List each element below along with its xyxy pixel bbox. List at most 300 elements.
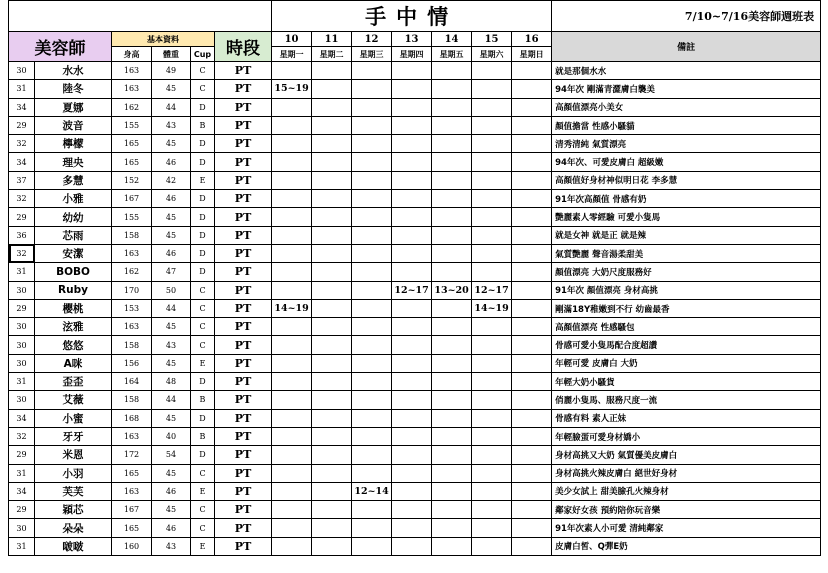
height-cell[interactable]: 164 bbox=[112, 373, 152, 391]
day-cell[interactable] bbox=[312, 537, 352, 555]
age-cell[interactable]: 34 bbox=[9, 98, 35, 116]
day-cell[interactable] bbox=[432, 171, 472, 189]
weight-cell[interactable]: 45 bbox=[152, 208, 191, 226]
day-cell[interactable] bbox=[432, 501, 472, 519]
note-cell[interactable]: 91年次高顏值 骨感有奶 bbox=[552, 190, 821, 208]
height-cell[interactable]: 163 bbox=[112, 482, 152, 500]
weight-cell[interactable]: 45 bbox=[152, 354, 191, 372]
time-slot-cell[interactable]: PT bbox=[215, 427, 272, 445]
day-cell[interactable] bbox=[392, 464, 432, 482]
weight-cell[interactable]: 46 bbox=[152, 153, 191, 171]
day-cell[interactable]: 13~20 bbox=[432, 281, 472, 299]
time-slot-cell[interactable]: PT bbox=[215, 135, 272, 153]
day-cell[interactable] bbox=[272, 171, 312, 189]
cup-cell[interactable]: E bbox=[191, 482, 215, 500]
day-cell[interactable] bbox=[432, 208, 472, 226]
cup-cell[interactable]: C bbox=[191, 281, 215, 299]
note-cell[interactable]: 年輕大奶小騷貨 bbox=[552, 373, 821, 391]
day-cell[interactable] bbox=[432, 244, 472, 262]
day-cell[interactable] bbox=[392, 171, 432, 189]
age-cell[interactable]: 30 bbox=[9, 391, 35, 409]
day-cell[interactable] bbox=[272, 373, 312, 391]
day-cell[interactable] bbox=[272, 501, 312, 519]
day-cell[interactable] bbox=[392, 318, 432, 336]
day-cell[interactable] bbox=[472, 244, 512, 262]
day-cell[interactable] bbox=[352, 171, 392, 189]
age-cell[interactable]: 30 bbox=[9, 62, 35, 80]
day-cell[interactable] bbox=[312, 263, 352, 281]
day-cell[interactable] bbox=[432, 409, 472, 427]
day-cell[interactable] bbox=[392, 62, 432, 80]
weight-cell[interactable]: 46 bbox=[152, 190, 191, 208]
cup-cell[interactable]: D bbox=[191, 135, 215, 153]
time-slot-cell[interactable]: PT bbox=[215, 208, 272, 226]
day-cell[interactable] bbox=[272, 62, 312, 80]
day-cell[interactable] bbox=[312, 427, 352, 445]
day-cell[interactable] bbox=[312, 299, 352, 317]
weight-cell[interactable]: 48 bbox=[152, 373, 191, 391]
name-cell[interactable]: BOBO bbox=[35, 263, 112, 281]
day-cell[interactable] bbox=[472, 446, 512, 464]
time-slot-cell[interactable]: PT bbox=[215, 519, 272, 537]
cup-cell[interactable]: C bbox=[191, 299, 215, 317]
note-cell[interactable]: 94年次 剛滿青澀膚白襲美 bbox=[552, 80, 821, 98]
height-cell[interactable]: 158 bbox=[112, 226, 152, 244]
time-slot-cell[interactable]: PT bbox=[215, 482, 272, 500]
day-cell[interactable] bbox=[512, 171, 552, 189]
note-cell[interactable]: 清秀清純 氣質漂亮 bbox=[552, 135, 821, 153]
cup-cell[interactable]: B bbox=[191, 427, 215, 445]
day-cell[interactable] bbox=[272, 135, 312, 153]
cup-cell[interactable]: E bbox=[191, 537, 215, 555]
day-cell[interactable] bbox=[352, 190, 392, 208]
day-cell[interactable] bbox=[472, 537, 512, 555]
age-cell[interactable]: 30 bbox=[9, 318, 35, 336]
day-cell[interactable] bbox=[352, 336, 392, 354]
weight-cell[interactable]: 54 bbox=[152, 446, 191, 464]
day-cell[interactable] bbox=[472, 482, 512, 500]
day-cell[interactable] bbox=[512, 208, 552, 226]
day-cell[interactable] bbox=[512, 464, 552, 482]
day-cell[interactable] bbox=[352, 427, 392, 445]
note-cell[interactable]: 高顏值漂亮 性感騷包 bbox=[552, 318, 821, 336]
day-cell[interactable] bbox=[432, 519, 472, 537]
day-cell[interactable] bbox=[272, 409, 312, 427]
name-cell[interactable]: 水水 bbox=[35, 62, 112, 80]
day-cell[interactable] bbox=[352, 354, 392, 372]
day-cell[interactable] bbox=[352, 281, 392, 299]
name-cell[interactable]: 芙芙 bbox=[35, 482, 112, 500]
weight-cell[interactable]: 45 bbox=[152, 80, 191, 98]
age-cell[interactable]: 31 bbox=[9, 537, 35, 555]
weight-cell[interactable]: 45 bbox=[152, 464, 191, 482]
time-slot-cell[interactable]: PT bbox=[215, 409, 272, 427]
time-slot-cell[interactable]: PT bbox=[215, 116, 272, 134]
day-cell[interactable] bbox=[392, 135, 432, 153]
day-cell[interactable] bbox=[472, 391, 512, 409]
day-cell[interactable] bbox=[432, 464, 472, 482]
time-slot-cell[interactable]: PT bbox=[215, 281, 272, 299]
day-cell[interactable] bbox=[352, 409, 392, 427]
weight-cell[interactable]: 45 bbox=[152, 409, 191, 427]
day-cell[interactable] bbox=[512, 281, 552, 299]
age-cell[interactable]: 32 bbox=[9, 244, 35, 262]
note-cell[interactable]: 91年次素人小可愛 清純鄰家 bbox=[552, 519, 821, 537]
day-cell[interactable] bbox=[512, 482, 552, 500]
day-cell[interactable] bbox=[472, 263, 512, 281]
day-cell[interactable] bbox=[272, 427, 312, 445]
time-slot-cell[interactable]: PT bbox=[215, 446, 272, 464]
day-cell[interactable] bbox=[352, 244, 392, 262]
time-slot-cell[interactable]: PT bbox=[215, 62, 272, 80]
name-cell[interactable]: 夏娜 bbox=[35, 98, 112, 116]
day-cell[interactable] bbox=[312, 135, 352, 153]
day-cell[interactable] bbox=[392, 244, 432, 262]
age-cell[interactable]: 29 bbox=[9, 299, 35, 317]
day-cell[interactable] bbox=[272, 263, 312, 281]
age-cell[interactable]: 36 bbox=[9, 226, 35, 244]
day-cell[interactable] bbox=[392, 226, 432, 244]
age-cell[interactable]: 29 bbox=[9, 501, 35, 519]
day-cell[interactable] bbox=[312, 501, 352, 519]
day-cell[interactable] bbox=[312, 62, 352, 80]
day-cell[interactable] bbox=[392, 446, 432, 464]
weight-cell[interactable]: 43 bbox=[152, 537, 191, 555]
height-cell[interactable]: 152 bbox=[112, 171, 152, 189]
time-slot-cell[interactable]: PT bbox=[215, 354, 272, 372]
day-cell[interactable] bbox=[432, 318, 472, 336]
day-cell[interactable] bbox=[392, 208, 432, 226]
weight-cell[interactable]: 43 bbox=[152, 336, 191, 354]
day-cell[interactable] bbox=[312, 244, 352, 262]
day-cell[interactable] bbox=[392, 482, 432, 500]
weight-cell[interactable]: 45 bbox=[152, 226, 191, 244]
cup-cell[interactable]: C bbox=[191, 80, 215, 98]
age-cell[interactable]: 30 bbox=[9, 281, 35, 299]
note-cell[interactable]: 骨感可愛小隻馬配合度超讚 bbox=[552, 336, 821, 354]
day-cell[interactable]: 12~17 bbox=[472, 281, 512, 299]
weight-cell[interactable]: 45 bbox=[152, 501, 191, 519]
day-cell[interactable] bbox=[392, 427, 432, 445]
day-cell[interactable] bbox=[312, 116, 352, 134]
note-cell[interactable]: 氣質艷麗 聲音湯柔甜美 bbox=[552, 244, 821, 262]
day-cell[interactable] bbox=[472, 318, 512, 336]
day-cell[interactable] bbox=[432, 190, 472, 208]
age-cell[interactable]: 29 bbox=[9, 446, 35, 464]
day-cell[interactable] bbox=[472, 98, 512, 116]
day-cell[interactable] bbox=[432, 373, 472, 391]
day-cell[interactable] bbox=[432, 62, 472, 80]
day-cell[interactable] bbox=[512, 336, 552, 354]
day-cell[interactable] bbox=[512, 409, 552, 427]
name-cell[interactable]: Ruby bbox=[35, 281, 112, 299]
day-cell[interactable] bbox=[432, 446, 472, 464]
day-cell[interactable] bbox=[352, 464, 392, 482]
age-cell[interactable]: 32 bbox=[9, 190, 35, 208]
weight-cell[interactable]: 50 bbox=[152, 281, 191, 299]
height-cell[interactable]: 165 bbox=[112, 519, 152, 537]
weight-cell[interactable]: 46 bbox=[152, 519, 191, 537]
age-cell[interactable]: 37 bbox=[9, 171, 35, 189]
height-cell[interactable]: 153 bbox=[112, 299, 152, 317]
age-cell[interactable]: 29 bbox=[9, 208, 35, 226]
day-cell[interactable] bbox=[352, 80, 392, 98]
cup-cell[interactable]: D bbox=[191, 263, 215, 281]
day-cell[interactable] bbox=[432, 336, 472, 354]
time-slot-cell[interactable]: PT bbox=[215, 537, 272, 555]
day-cell[interactable] bbox=[512, 537, 552, 555]
day-cell[interactable] bbox=[272, 354, 312, 372]
day-cell[interactable]: 14~19 bbox=[272, 299, 312, 317]
day-cell[interactable] bbox=[472, 208, 512, 226]
note-cell[interactable]: 就是那個水水 bbox=[552, 62, 821, 80]
height-cell[interactable]: 156 bbox=[112, 354, 152, 372]
day-cell[interactable] bbox=[472, 226, 512, 244]
day-cell[interactable] bbox=[512, 244, 552, 262]
note-cell[interactable]: 高顏值好身材神似明日花 李多慧 bbox=[552, 171, 821, 189]
time-slot-cell[interactable]: PT bbox=[215, 391, 272, 409]
day-cell[interactable] bbox=[432, 354, 472, 372]
height-cell[interactable]: 160 bbox=[112, 537, 152, 555]
age-cell[interactable]: 31 bbox=[9, 373, 35, 391]
time-slot-cell[interactable]: PT bbox=[215, 464, 272, 482]
note-cell[interactable]: 俏麗小隻馬、服務尺度一流 bbox=[552, 391, 821, 409]
day-cell[interactable] bbox=[472, 336, 512, 354]
cup-cell[interactable]: D bbox=[191, 153, 215, 171]
cup-cell[interactable]: D bbox=[191, 208, 215, 226]
day-cell[interactable] bbox=[432, 482, 472, 500]
time-slot-cell[interactable]: PT bbox=[215, 226, 272, 244]
age-cell[interactable]: 29 bbox=[9, 116, 35, 134]
day-cell[interactable] bbox=[272, 281, 312, 299]
age-cell[interactable]: 34 bbox=[9, 153, 35, 171]
name-cell[interactable]: 安潔 bbox=[35, 244, 112, 262]
weight-cell[interactable]: 40 bbox=[152, 427, 191, 445]
day-cell[interactable] bbox=[272, 537, 312, 555]
cup-cell[interactable]: D bbox=[191, 409, 215, 427]
day-cell[interactable] bbox=[352, 263, 392, 281]
day-cell[interactable] bbox=[392, 409, 432, 427]
height-cell[interactable]: 168 bbox=[112, 409, 152, 427]
height-cell[interactable]: 158 bbox=[112, 391, 152, 409]
note-cell[interactable]: 就是女神 就是正 就是辣 bbox=[552, 226, 821, 244]
day-cell[interactable] bbox=[312, 446, 352, 464]
cup-cell[interactable]: E bbox=[191, 354, 215, 372]
age-cell[interactable]: 30 bbox=[9, 336, 35, 354]
name-cell[interactable]: 小羽 bbox=[35, 464, 112, 482]
day-cell[interactable] bbox=[352, 62, 392, 80]
note-cell[interactable]: 皮膚白皙、Q彈E奶 bbox=[552, 537, 821, 555]
height-cell[interactable]: 167 bbox=[112, 190, 152, 208]
day-cell[interactable] bbox=[432, 135, 472, 153]
height-cell[interactable]: 170 bbox=[112, 281, 152, 299]
day-cell[interactable] bbox=[352, 98, 392, 116]
day-cell[interactable] bbox=[472, 80, 512, 98]
day-cell[interactable] bbox=[392, 391, 432, 409]
note-cell[interactable]: 艷麗素人零經驗 可愛小隻馬 bbox=[552, 208, 821, 226]
weight-cell[interactable]: 43 bbox=[152, 116, 191, 134]
name-cell[interactable]: 悠悠 bbox=[35, 336, 112, 354]
day-cell[interactable] bbox=[472, 519, 512, 537]
day-cell[interactable] bbox=[392, 354, 432, 372]
name-cell[interactable]: 小蜜 bbox=[35, 409, 112, 427]
note-cell[interactable]: 顏值漂亮 大奶尺度服務好 bbox=[552, 263, 821, 281]
day-cell[interactable] bbox=[352, 116, 392, 134]
day-cell[interactable]: 12~14 bbox=[352, 482, 392, 500]
day-cell[interactable] bbox=[512, 354, 552, 372]
note-cell[interactable]: 骨感有料 素人正妹 bbox=[552, 409, 821, 427]
day-cell[interactable] bbox=[312, 171, 352, 189]
height-cell[interactable]: 162 bbox=[112, 98, 152, 116]
day-cell[interactable] bbox=[312, 318, 352, 336]
day-cell[interactable] bbox=[472, 464, 512, 482]
day-cell[interactable] bbox=[472, 427, 512, 445]
height-cell[interactable]: 163 bbox=[112, 62, 152, 80]
note-cell[interactable]: 身材高挑又大奶 氣質優美皮膚白 bbox=[552, 446, 821, 464]
day-cell[interactable] bbox=[272, 208, 312, 226]
day-cell[interactable] bbox=[432, 537, 472, 555]
cup-cell[interactable]: B bbox=[191, 391, 215, 409]
cup-cell[interactable]: D bbox=[191, 226, 215, 244]
day-cell[interactable] bbox=[392, 80, 432, 98]
day-cell[interactable] bbox=[392, 519, 432, 537]
name-cell[interactable]: 啵啵 bbox=[35, 537, 112, 555]
day-cell[interactable] bbox=[312, 226, 352, 244]
day-cell[interactable] bbox=[352, 519, 392, 537]
day-cell[interactable] bbox=[272, 336, 312, 354]
age-cell[interactable]: 30 bbox=[9, 519, 35, 537]
day-cell[interactable] bbox=[472, 409, 512, 427]
age-cell[interactable]: 31 bbox=[9, 464, 35, 482]
name-cell[interactable]: 幼幼 bbox=[35, 208, 112, 226]
weight-cell[interactable]: 44 bbox=[152, 98, 191, 116]
day-cell[interactable] bbox=[352, 299, 392, 317]
height-cell[interactable]: 172 bbox=[112, 446, 152, 464]
time-slot-cell[interactable]: PT bbox=[215, 299, 272, 317]
weight-cell[interactable]: 47 bbox=[152, 263, 191, 281]
note-cell[interactable]: 剛滿18Y稚嫩到不行 幼齒最香 bbox=[552, 299, 821, 317]
weight-cell[interactable]: 45 bbox=[152, 135, 191, 153]
day-cell[interactable] bbox=[352, 208, 392, 226]
day-cell[interactable] bbox=[392, 501, 432, 519]
day-cell[interactable] bbox=[312, 190, 352, 208]
day-cell[interactable] bbox=[352, 135, 392, 153]
day-cell[interactable] bbox=[272, 244, 312, 262]
height-cell[interactable]: 163 bbox=[112, 244, 152, 262]
name-cell[interactable]: 朵朵 bbox=[35, 519, 112, 537]
day-cell[interactable] bbox=[512, 391, 552, 409]
note-cell[interactable]: 91年次 顏值漂亮 身材高挑 bbox=[552, 281, 821, 299]
day-cell[interactable] bbox=[512, 226, 552, 244]
note-cell[interactable]: 顏值擔當 性感小騷貓 bbox=[552, 116, 821, 134]
day-cell[interactable] bbox=[512, 62, 552, 80]
day-cell[interactable] bbox=[512, 299, 552, 317]
day-cell[interactable] bbox=[432, 153, 472, 171]
day-cell[interactable] bbox=[352, 501, 392, 519]
day-cell[interactable] bbox=[472, 153, 512, 171]
cup-cell[interactable]: C bbox=[191, 336, 215, 354]
name-cell[interactable]: 多慧 bbox=[35, 171, 112, 189]
day-cell[interactable] bbox=[432, 263, 472, 281]
day-cell[interactable]: 12~17 bbox=[392, 281, 432, 299]
age-cell[interactable]: 32 bbox=[9, 427, 35, 445]
day-cell[interactable] bbox=[472, 501, 512, 519]
day-cell[interactable] bbox=[312, 373, 352, 391]
age-cell[interactable]: 32 bbox=[9, 135, 35, 153]
day-cell[interactable] bbox=[312, 409, 352, 427]
day-cell[interactable] bbox=[312, 354, 352, 372]
day-cell[interactable] bbox=[512, 318, 552, 336]
time-slot-cell[interactable]: PT bbox=[215, 171, 272, 189]
day-cell[interactable] bbox=[512, 135, 552, 153]
height-cell[interactable]: 163 bbox=[112, 80, 152, 98]
day-cell[interactable] bbox=[352, 153, 392, 171]
day-cell[interactable] bbox=[272, 391, 312, 409]
cup-cell[interactable]: D bbox=[191, 244, 215, 262]
day-cell[interactable] bbox=[312, 80, 352, 98]
cup-cell[interactable]: C bbox=[191, 464, 215, 482]
height-cell[interactable]: 165 bbox=[112, 153, 152, 171]
age-cell[interactable]: 34 bbox=[9, 409, 35, 427]
day-cell[interactable] bbox=[512, 116, 552, 134]
day-cell[interactable] bbox=[512, 427, 552, 445]
height-cell[interactable]: 165 bbox=[112, 135, 152, 153]
cup-cell[interactable]: D bbox=[191, 190, 215, 208]
note-cell[interactable]: 年輕臉蛋可愛身材嬌小 bbox=[552, 427, 821, 445]
day-cell[interactable] bbox=[472, 373, 512, 391]
day-cell[interactable] bbox=[432, 80, 472, 98]
height-cell[interactable]: 155 bbox=[112, 208, 152, 226]
day-cell[interactable] bbox=[312, 336, 352, 354]
weight-cell[interactable]: 49 bbox=[152, 62, 191, 80]
day-cell[interactable] bbox=[352, 373, 392, 391]
cup-cell[interactable]: C bbox=[191, 62, 215, 80]
time-slot-cell[interactable]: PT bbox=[215, 244, 272, 262]
time-slot-cell[interactable]: PT bbox=[215, 153, 272, 171]
day-cell[interactable] bbox=[392, 98, 432, 116]
name-cell[interactable]: 檸檬 bbox=[35, 135, 112, 153]
name-cell[interactable]: 艾薇 bbox=[35, 391, 112, 409]
day-cell[interactable] bbox=[392, 336, 432, 354]
cup-cell[interactable]: E bbox=[191, 171, 215, 189]
day-cell[interactable] bbox=[272, 116, 312, 134]
day-cell[interactable] bbox=[392, 373, 432, 391]
name-cell[interactable]: 小雅 bbox=[35, 190, 112, 208]
day-cell[interactable] bbox=[512, 446, 552, 464]
height-cell[interactable]: 155 bbox=[112, 116, 152, 134]
day-cell[interactable] bbox=[272, 98, 312, 116]
cup-cell[interactable]: B bbox=[191, 116, 215, 134]
day-cell[interactable] bbox=[392, 116, 432, 134]
cup-cell[interactable]: C bbox=[191, 318, 215, 336]
day-cell[interactable] bbox=[472, 135, 512, 153]
day-cell[interactable] bbox=[432, 299, 472, 317]
cup-cell[interactable]: D bbox=[191, 98, 215, 116]
time-slot-cell[interactable]: PT bbox=[215, 336, 272, 354]
weight-cell[interactable]: 46 bbox=[152, 482, 191, 500]
day-cell[interactable] bbox=[512, 263, 552, 281]
note-cell[interactable]: 年輕可愛 皮膚白 大奶 bbox=[552, 354, 821, 372]
day-cell[interactable] bbox=[512, 153, 552, 171]
time-slot-cell[interactable]: PT bbox=[215, 80, 272, 98]
height-cell[interactable]: 162 bbox=[112, 263, 152, 281]
name-cell[interactable]: 歪歪 bbox=[35, 373, 112, 391]
day-cell[interactable] bbox=[512, 373, 552, 391]
day-cell[interactable] bbox=[352, 226, 392, 244]
note-cell[interactable]: 鄰家好女孩 預約陪你玩音樂 bbox=[552, 501, 821, 519]
weight-cell[interactable]: 46 bbox=[152, 244, 191, 262]
cup-cell[interactable]: D bbox=[191, 446, 215, 464]
